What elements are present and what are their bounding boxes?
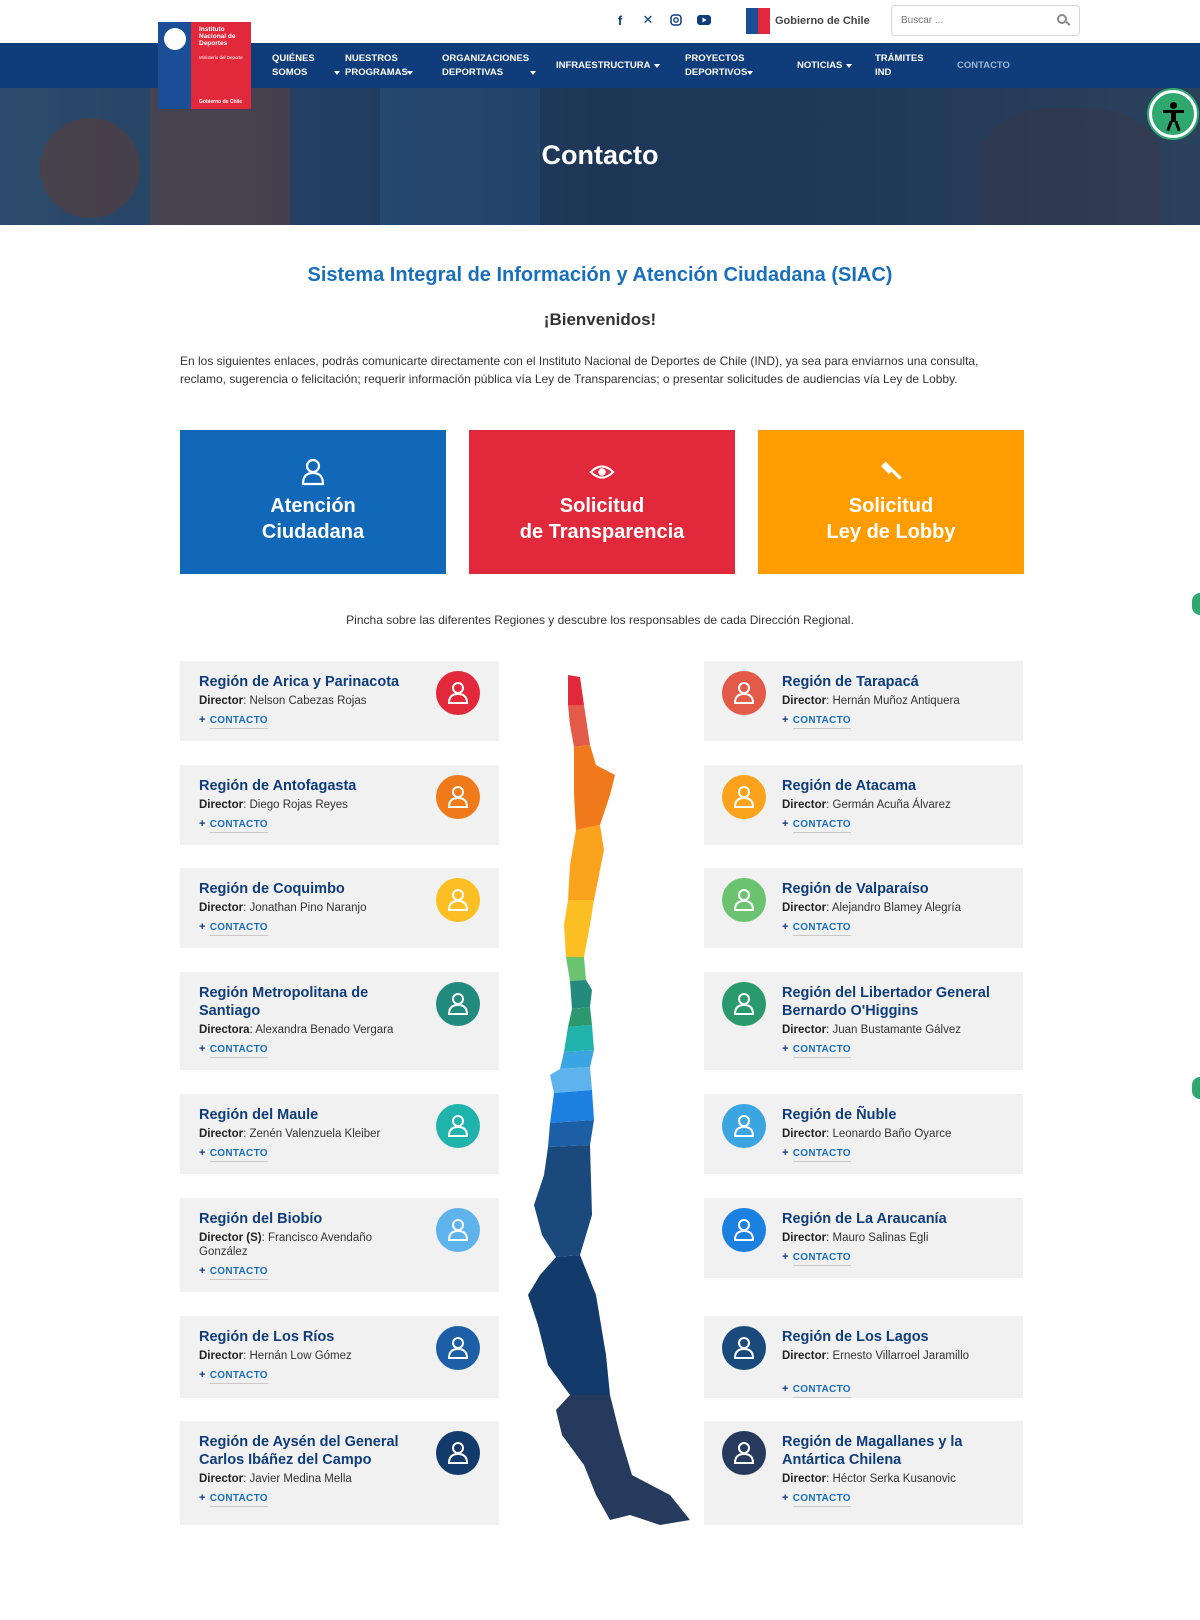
map-region-ohiggins[interactable] bbox=[568, 1007, 592, 1027]
chevron-down-icon bbox=[747, 71, 753, 75]
side-tab[interactable] bbox=[1192, 1077, 1200, 1099]
region-contact-link[interactable]: + CONTACTO bbox=[199, 1265, 268, 1277]
region-contact-link[interactable]: + CONTACTO bbox=[782, 1043, 851, 1055]
intro-text: En los siguientes enlaces, podrás comunicarte directamente con el Instituto Nacional de Deportes de Chile (IND), ya sea para enviarnos una consulta, reclamo, sugerencia o felicitación; requerir información pública vía Ley de Transparencias; o presentar solicitudes de audiencias vía Ley de Lobby. bbox=[180, 354, 979, 386]
map-region-araucania[interactable] bbox=[550, 1090, 594, 1123]
side-tab[interactable] bbox=[1192, 593, 1200, 615]
region-name[interactable]: Región de Magallanes y la Antártica Chilena bbox=[782, 1434, 963, 1468]
plus-icon: + bbox=[782, 1492, 789, 1504]
chile-map[interactable] bbox=[520, 675, 720, 1575]
plus-icon: + bbox=[199, 1265, 206, 1277]
plus-icon: + bbox=[199, 921, 206, 933]
region-card[interactable] bbox=[180, 1421, 499, 1525]
region-name[interactable]: Región del Maule bbox=[199, 1107, 319, 1123]
person-icon bbox=[722, 1431, 766, 1475]
region-contact-link[interactable]: + CONTACTO bbox=[199, 1147, 268, 1159]
logo-subtitle: Ministerio del Deporte bbox=[199, 55, 243, 60]
person-icon bbox=[436, 982, 480, 1026]
region-name[interactable]: Región de Atacama bbox=[782, 778, 917, 794]
logo-title: Instituto Nacional de Deportes bbox=[199, 26, 236, 47]
plus-icon: + bbox=[782, 1251, 789, 1263]
service-boxes bbox=[180, 430, 1023, 574]
plus-icon: + bbox=[199, 1492, 206, 1504]
region-director: Director: Juan Bustamante Gálvez bbox=[782, 1024, 961, 1036]
chile-crest-icon bbox=[164, 28, 186, 50]
region-director: Director: Jonathan Pino Naranjo bbox=[199, 902, 367, 914]
plus-icon: + bbox=[782, 714, 789, 726]
nav-item-7[interactable] bbox=[957, 59, 1010, 73]
plus-icon: + bbox=[782, 818, 789, 830]
region-name[interactable]: Región de La Araucanía bbox=[782, 1211, 947, 1227]
search-box bbox=[891, 5, 1080, 36]
page-title: Contacto bbox=[541, 140, 659, 170]
region-name[interactable]: Región Metropolitana de Santiago bbox=[199, 985, 369, 1019]
map-region-magallanes[interactable] bbox=[556, 1395, 690, 1525]
region-director: Director: Nelson Cabezas Rojas bbox=[199, 695, 367, 707]
person-icon bbox=[722, 1326, 766, 1370]
region-card[interactable] bbox=[180, 1198, 499, 1292]
plus-icon: + bbox=[199, 818, 206, 830]
region-director: Director: Ernesto Villarroel Jaramillo bbox=[782, 1350, 970, 1362]
person-icon bbox=[722, 982, 766, 1026]
person-icon bbox=[722, 775, 766, 819]
region-director: Director: Zenén Valenzuela Kleiber bbox=[199, 1128, 381, 1140]
plus-icon: + bbox=[199, 1369, 206, 1381]
chevron-down-icon bbox=[530, 71, 536, 75]
region-contact-link[interactable]: + CONTACTO bbox=[782, 1251, 851, 1263]
gavel-icon bbox=[878, 459, 904, 485]
person-icon bbox=[436, 1208, 480, 1252]
plus-icon: + bbox=[199, 714, 206, 726]
region-director: Director: Germán Acuña Álvarez bbox=[782, 799, 951, 811]
plus-icon: + bbox=[199, 1043, 206, 1055]
search-input[interactable] bbox=[892, 6, 1042, 35]
region-name[interactable]: Región del Libertador General Bernardo O'Higgins bbox=[782, 985, 990, 1019]
person-icon bbox=[722, 1104, 766, 1148]
region-card[interactable] bbox=[704, 661, 1023, 741]
siac-heading: Sistema Integral de Información y Atención Ciudadana (SIAC) bbox=[307, 264, 893, 286]
region-card[interactable] bbox=[704, 972, 1023, 1070]
nav-item-label: PROYECTOS DEPORTIVOS bbox=[685, 52, 748, 78]
nav-item-0[interactable] bbox=[272, 52, 334, 80]
person-icon bbox=[436, 775, 480, 819]
gobierno-de-chile-link[interactable] bbox=[746, 8, 870, 34]
person-icon bbox=[436, 1104, 480, 1148]
region-director: Director: Hernán Low Gómez bbox=[199, 1350, 352, 1362]
chile-flag-icon bbox=[746, 8, 770, 34]
region-contact-link[interactable]: + CONTACTO bbox=[782, 1383, 851, 1395]
plus-icon: + bbox=[782, 921, 789, 933]
social-links bbox=[613, 12, 711, 28]
region-card[interactable] bbox=[704, 1094, 1023, 1174]
region-contact-link[interactable]: + CONTACTO bbox=[199, 714, 268, 726]
map-region-aysen[interactable] bbox=[528, 1255, 610, 1395]
service-box-2[interactable] bbox=[758, 430, 1024, 574]
chevron-down-icon bbox=[334, 71, 340, 75]
region-contact-link[interactable]: + CONTACTO bbox=[782, 1147, 851, 1159]
nav-item-6[interactable] bbox=[875, 52, 924, 80]
service-box-label: Solicitud Ley de Lobby bbox=[826, 495, 956, 543]
region-contact-link[interactable]: + CONTACTO bbox=[199, 1492, 268, 1504]
region-contact-link[interactable]: + CONTACTO bbox=[782, 1492, 851, 1504]
person-icon bbox=[722, 1208, 766, 1252]
map-region-nuble[interactable] bbox=[560, 1050, 594, 1069]
region-name[interactable]: Región del Biobío bbox=[199, 1211, 323, 1227]
service-box-label: Solicitud de Transparencia bbox=[519, 495, 685, 543]
region-card[interactable] bbox=[180, 868, 499, 948]
region-contact-link[interactable]: + CONTACTO bbox=[782, 714, 851, 726]
region-name[interactable]: Región de Ñuble bbox=[782, 1107, 897, 1123]
region-name[interactable]: Región de Los Lagos bbox=[782, 1329, 929, 1345]
region-card[interactable] bbox=[704, 1421, 1023, 1525]
plus-icon: + bbox=[199, 1147, 206, 1159]
nav-item-1[interactable] bbox=[345, 52, 407, 80]
user-icon bbox=[300, 459, 326, 485]
map-region-coquimbo[interactable] bbox=[564, 900, 594, 957]
nav-item-2[interactable] bbox=[442, 52, 534, 80]
region-card[interactable] bbox=[704, 765, 1023, 845]
region-director: Director: Mauro Salinas Egli bbox=[782, 1232, 929, 1244]
region-card[interactable] bbox=[180, 661, 499, 741]
instagram-icon[interactable] bbox=[669, 12, 683, 28]
nav-item-3[interactable] bbox=[556, 59, 660, 73]
region-contact-link[interactable]: + CONTACTO bbox=[782, 921, 851, 933]
nav-item-label: ORGANIZACIONES DEPORTIVAS bbox=[442, 52, 530, 78]
person-icon bbox=[436, 671, 480, 715]
nav-item-label: TRÁMITES IND bbox=[875, 52, 924, 78]
plus-icon: + bbox=[782, 1043, 789, 1055]
region-name[interactable]: Región de Valparaíso bbox=[782, 881, 929, 897]
region-name[interactable]: Región de Coquimbo bbox=[199, 881, 345, 897]
ind-logo[interactable] bbox=[158, 22, 251, 109]
nav-item-5[interactable] bbox=[797, 59, 852, 73]
region-director: Director: Alejandro Blamey Alegría bbox=[782, 902, 962, 914]
accessibility-button[interactable] bbox=[1149, 90, 1197, 138]
person-icon bbox=[722, 671, 766, 715]
region-director: Director (S): Francisco Avendaño González bbox=[199, 1232, 373, 1258]
logo-footer: Gobierno de Chile bbox=[199, 99, 243, 105]
region-director: Director: Héctor Serka Kusanovic bbox=[782, 1473, 956, 1485]
region-director: Directora: Alexandra Benado Vergara bbox=[199, 1024, 394, 1036]
search-icon[interactable] bbox=[1057, 14, 1067, 24]
region-name[interactable]: Región de Los Ríos bbox=[199, 1329, 335, 1345]
facebook-icon[interactable]: f bbox=[617, 12, 623, 28]
map-region-biobio[interactable] bbox=[550, 1067, 592, 1093]
x-icon[interactable]: ✕ bbox=[642, 12, 654, 27]
region-name[interactable]: Región de Tarapacá bbox=[782, 674, 919, 690]
region-contact-link[interactable]: + CONTACTO bbox=[199, 1369, 268, 1381]
service-box-1[interactable] bbox=[469, 430, 735, 574]
region-director: Director: Diego Rojas Reyes bbox=[199, 799, 348, 811]
welcome-heading: ¡Bienvenidos! bbox=[543, 310, 657, 329]
region-card[interactable] bbox=[180, 1094, 499, 1174]
region-card[interactable] bbox=[180, 1316, 499, 1398]
map-region-metropolitana[interactable] bbox=[570, 980, 592, 1009]
person-icon bbox=[436, 1431, 480, 1475]
nav-item-label: NOTICIAS bbox=[797, 59, 843, 71]
map-region-los-lagos[interactable] bbox=[534, 1145, 592, 1257]
region-director: Director: Hernán Muñoz Antiquera bbox=[782, 695, 960, 707]
map-region-los-rios[interactable] bbox=[548, 1120, 594, 1147]
map-region-valparaiso[interactable] bbox=[566, 957, 586, 981]
chevron-down-icon bbox=[846, 64, 852, 68]
person-icon bbox=[436, 878, 480, 922]
chevron-down-icon bbox=[407, 71, 413, 75]
region-card[interactable] bbox=[704, 1198, 1023, 1278]
region-name[interactable]: Región de Arica y Parinacota bbox=[199, 674, 400, 690]
service-box-0[interactable] bbox=[180, 430, 446, 574]
chevron-down-icon bbox=[654, 64, 660, 68]
person-icon bbox=[436, 1326, 480, 1370]
map-region-antofagasta[interactable] bbox=[574, 745, 615, 830]
region-contact-link[interactable]: + CONTACTO bbox=[782, 818, 851, 830]
region-name[interactable]: Región de Aysén del General Carlos Ibáñez del Campo bbox=[199, 1434, 399, 1468]
nav-item-label: CONTACTO bbox=[957, 59, 1010, 71]
regions-hint: Pincha sobre las diferentes Regiones y descubre los responsables de cada Dirección Regional. bbox=[346, 613, 854, 627]
map-region-arica[interactable] bbox=[568, 675, 584, 705]
region-card[interactable] bbox=[180, 972, 499, 1070]
plus-icon: + bbox=[782, 1147, 789, 1159]
youtube-icon[interactable] bbox=[697, 12, 711, 28]
service-box-label: Atención Ciudadana bbox=[261, 495, 365, 543]
nav-item-label: NUESTROS PROGRAMAS bbox=[345, 52, 408, 78]
map-region-atacama[interactable] bbox=[568, 825, 604, 900]
map-region-tarapaca[interactable] bbox=[568, 705, 590, 747]
person-icon bbox=[722, 878, 766, 922]
gobierno-label: Gobierno de Chile bbox=[775, 15, 870, 27]
map-region-maule[interactable] bbox=[564, 1025, 594, 1052]
region-card[interactable] bbox=[704, 1316, 1023, 1398]
region-card[interactable] bbox=[180, 765, 499, 845]
accessibility-icon bbox=[1170, 102, 1177, 109]
nav-item-label: INFRAESTRUCTURA bbox=[556, 59, 651, 71]
region-contact-link[interactable]: + CONTACTO bbox=[199, 1043, 268, 1055]
eye-icon bbox=[589, 459, 615, 485]
region-director: Director: Javier Medina Mella bbox=[199, 1473, 352, 1485]
nav-item-label: QUIÉNES SOMOS bbox=[272, 52, 315, 78]
region-name[interactable]: Región de Antofagasta bbox=[199, 778, 357, 794]
region-director: Director: Leonardo Baño Oyarce bbox=[782, 1128, 952, 1140]
nav-item-4[interactable] bbox=[685, 52, 747, 80]
region-contact-link[interactable]: + CONTACTO bbox=[199, 818, 268, 830]
region-card[interactable] bbox=[704, 868, 1023, 948]
region-contact-link[interactable]: + CONTACTO bbox=[199, 921, 268, 933]
plus-icon: + bbox=[782, 1383, 789, 1395]
